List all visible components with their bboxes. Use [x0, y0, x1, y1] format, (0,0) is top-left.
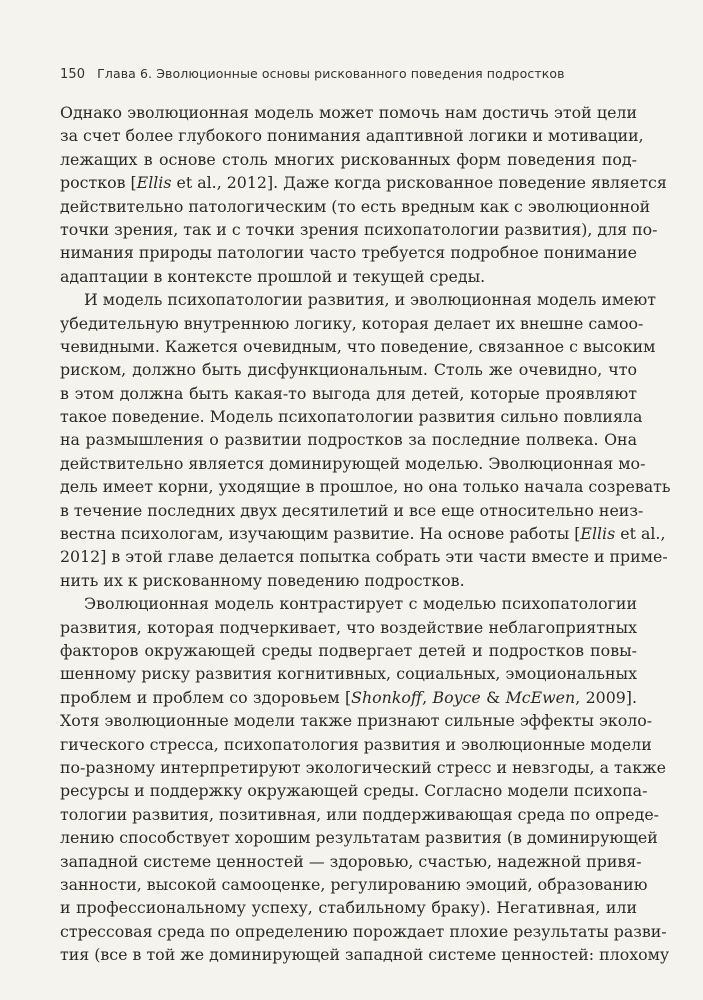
text-line: чевидными. Кажется очевидным, что поведение, связанное с высоким	[60, 336, 656, 356]
text-line: 2012] в этой главе делается попытка собрать эти части вместе и приме-	[60, 547, 668, 567]
body-text	[60, 101, 671, 966]
text-line: по-разному интерпретируют экологический стресс и невзгоды, а также	[60, 757, 666, 777]
text-line: занности, высокой самооценке, регулированию эмоций, образованию	[60, 874, 648, 894]
text-line: ресурсы и поддержку окружающей среды. Согласно модели психопа-	[60, 781, 648, 801]
text-line: на размышления о развитии подростков за последние полвека. Она	[60, 430, 637, 450]
text-line: Хотя эволюционные модели также признают сильные эффекты эколо-	[60, 711, 653, 731]
text-line: развития, которая подчеркивает, что воздействие неблагоприятных	[60, 617, 637, 637]
text-line: тия (все в той же доминирующей западной системе ценностей: плохому	[60, 945, 670, 965]
text-line: в этом должна быть какая-то выгода для детей, которые проявляют	[60, 383, 637, 403]
text-line: стрессовая среда по определению порождает плохие результаты разви-	[60, 921, 667, 941]
text-line: точки зрения, так и с точки зрения психопатологии развития), для по-	[60, 219, 658, 239]
text-line: вестна психологам, изучающим развитие. На основе работы [Ellis et al.,	[60, 524, 666, 544]
chapter-title: Глава 6. Эволюционные основы рискованного поведения подростков	[97, 66, 565, 81]
text-line: действительно является доминирующей моделью. Эволюционная мо-	[60, 453, 646, 473]
text-line: убедительную внутреннюю логику, которая делает их внешне самоо-	[60, 313, 644, 333]
text-line: Эволюционная модель контрастирует с моделью психопатологии	[84, 594, 637, 614]
paragraph	[60, 592, 670, 966]
text-line: адаптации в контексте прошлой и текущей среды.	[60, 266, 486, 286]
text-line: дель имеет корни, уходящие в прошлое, но она только начала созревать	[60, 477, 671, 497]
text-line: тологии развития, позитивная, или поддерживающая среда по опреде-	[60, 804, 660, 824]
text-line: и профессиональному успеху, стабильному браку). Негативная, или	[60, 898, 637, 918]
text-line: лению способствует хорошим результатам развития (в доминирующей	[60, 828, 658, 848]
text-line: проблем и проблем со здоровьем [Shonkoff, Boyce & McEwen, 2009].	[60, 687, 637, 707]
text-line: такое поведение. Модель психопатологии развития сильно повлияла	[60, 407, 643, 427]
text-line: в течение последних двух десятилетий и все еще относительно неиз-	[60, 500, 644, 520]
text-line: за счет более глубокого понимания адаптивной логики и мотивации,	[60, 126, 644, 146]
text-line: действительно патологическим (то есть вредным как с эволюционной	[60, 196, 651, 216]
running-header	[60, 66, 663, 82]
text-line: Однако эволюционная модель может помочь нам достичь этой цели	[60, 103, 637, 122]
paragraph	[60, 288, 671, 592]
text-line: нимания природы патологии часто требуется подробное понимание	[60, 243, 637, 263]
text-line: нить их к рискованному поведению подростков.	[60, 570, 465, 590]
text-line: риском, должно быть дисфункциональным. Столь же очевидно, что	[60, 360, 637, 380]
paragraph	[60, 101, 667, 288]
text-line: ростков [Ellis et al., 2012]. Даже когда рискованное поведение является	[60, 173, 667, 193]
page-number: 150	[60, 67, 86, 82]
text-line: шенному риску развития когнитивных, социальных, эмоциональных	[60, 664, 637, 684]
text-line: западной системе ценностей — здоровью, счастью, надежной привя-	[60, 851, 642, 871]
text-line: гического стресса, психопатология развития и эволюционные модели	[60, 734, 652, 754]
text-line: лежащих в основе столь многих рискованных форм поведения под-	[60, 149, 637, 169]
text-line: факторов окружающей среды подвергает детей и подростков повы-	[60, 640, 637, 660]
text-line: И модель психопатологии развития, и эволюционная модель имеют	[84, 290, 657, 310]
